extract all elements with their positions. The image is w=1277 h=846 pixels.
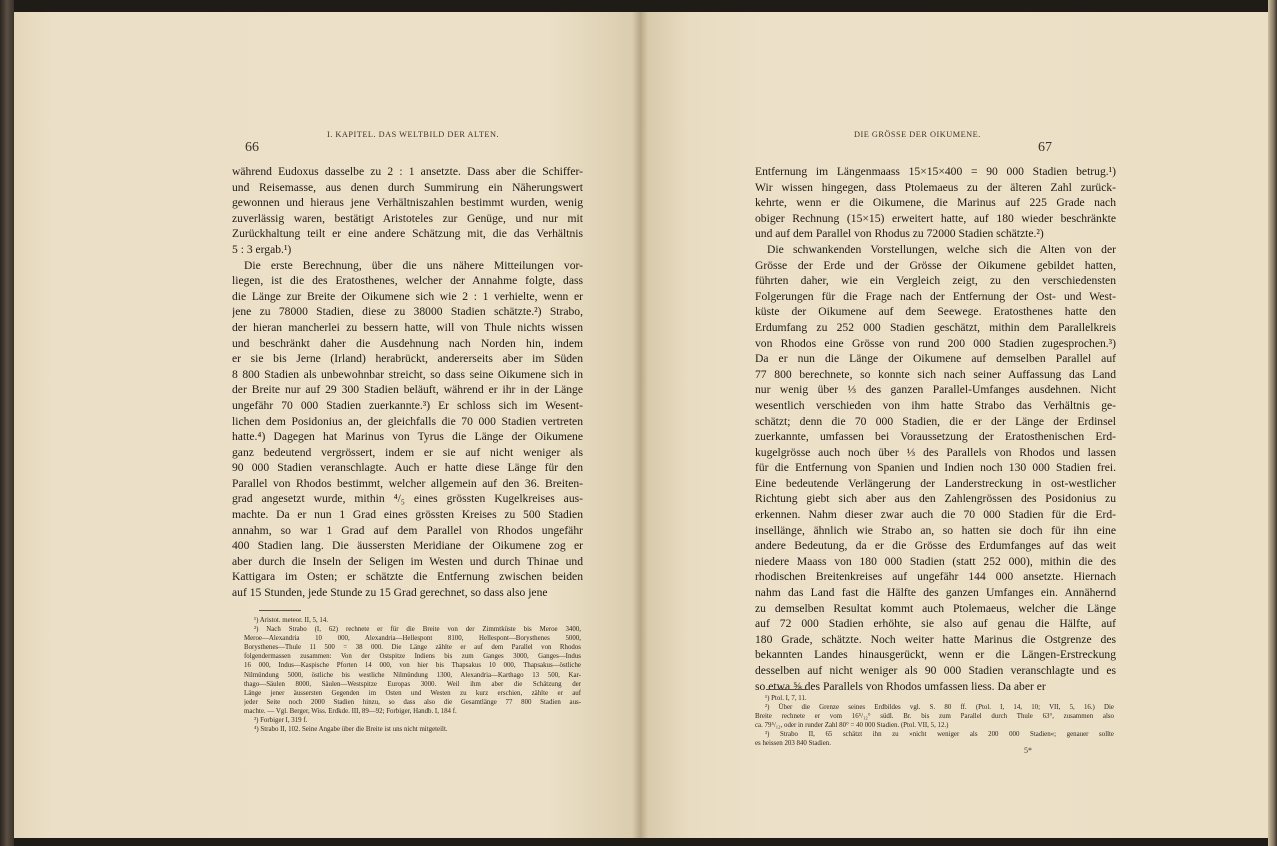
text-line: Erdumfang zu 252 000 Stadien geschätzt, mithin dem Parallelkreis: [755, 320, 1116, 334]
text-line: Eine bedeutende Verlängerung der Landerstreckung in ost-westlicher: [755, 476, 1116, 490]
footnote-line: Borysthenes—Thule 11 500 = 38 000. Die Länge zählte er auf dem Parallel von Rhodos: [244, 644, 581, 652]
footnote-line: Meroe—Alexandria 10 000, Alexandria—Hellespont 8100, Hellespont—Borysthenes 5000,: [244, 635, 581, 643]
footnote-line: ¹) Ptol. I, 7, 11.: [765, 695, 807, 702]
text-line: gewonnen und hieraus jene Verhältniszahlen bestimmt wurden, wenig: [232, 196, 583, 210]
text-line: Folgerungen für die Frage nach der Entfernung der Ost- und West-: [755, 289, 1116, 303]
right-page: [640, 12, 1268, 838]
text-line: annahm, so war 1 Grad auf dem Parallel von Rhodos ungefähr: [232, 523, 583, 537]
footnote-line: ²) Über die Grenze seines Erdbildes vgl. S. 80 ff. (Ptol. I, 14, 10; VII, 5, 16.) Die: [765, 704, 1114, 712]
text-line: bekannten Landes hinausgerückt, wenn er die Längen-Erstreckung: [755, 648, 1116, 662]
book-cover-edge-left: [0, 0, 14, 846]
footnote-line: ³) Forbiger I, 319 f.: [254, 717, 308, 725]
text-line: Da er nun die Länge der Oikumene auf demselben Parallel auf: [755, 352, 1116, 366]
left-page: [14, 12, 640, 838]
text-line: führten daher, wie ein Vergleich zeigt, zu den verschiedensten: [755, 274, 1116, 288]
text-line: schätzt; denn die 70 000 Stadien, die er der Länge der Erdinsel: [755, 414, 1116, 428]
text-line: ganz bedeutend vergrössert, indem er sie auf nicht weniger als: [232, 445, 583, 459]
text-line: er sie bis Jerne (Irland) herabrückt, andererseits aber im Süden: [232, 352, 583, 366]
text-line: die Länge zur Breite der Oikumene sich wie 2 : 1 verhielte, wenn er: [232, 289, 583, 303]
page-number: 67: [1038, 140, 1052, 155]
footnote-line: Breite rechnete er vom 16⁵/₁₂° südl. Br. bis zum Parallel durch Thule 63°, zusammen also: [755, 713, 1114, 721]
running-head: I. KAPITEL. DAS WELTBILD DER ALTEN.: [327, 130, 500, 139]
body-text: [755, 164, 1116, 694]
gutter-shadow: [632, 12, 648, 838]
footnote-line: Länge jener äussersten Gegenden im Osten und Westen zu kurz erschien, zählte er auf: [244, 689, 581, 697]
text-line: wesentlich verschieden von ihm hatte Strabo das Verhältnis ge-: [755, 398, 1116, 412]
running-head: DIE GRÖSSE DER OIKUMENE.: [854, 130, 981, 139]
text-line: rhodischen Breitenkreises auf ungefähr 144 000 ansetzte. Hiernach: [755, 570, 1116, 584]
text-line: ungefähr 70 000 Stadien zuerkannte.³) Er schloss sich im Wesent-: [232, 398, 583, 412]
text-line: desselben auf nicht weniger als 90 000 Stadien veranschlagte und es: [755, 664, 1116, 677]
text-line: Richtung giebt sich aber aus den Zahlengrössen des Posidonius zu: [755, 492, 1116, 506]
footnotes: [755, 694, 1114, 749]
text-line: nur wenig über ⅓ des ganzen Parallel-Umfanges ausdehnen. Nicht: [755, 383, 1116, 397]
footnote-line: ⁴) Strabo II, 102. Seine Angabe über die Breite ist uns nicht mitgeteilt.: [254, 726, 448, 734]
body-text: [232, 164, 583, 601]
text-line: liegen, ist die des Eratosthenes, welcher der Annahme folgte, dass: [232, 274, 583, 288]
text-line: auf 72 000 Stadien erhöhte, sie also auf genau die Hälfte, auf: [755, 617, 1116, 631]
text-line: obiger Rechnung (15×15) erweitert hatte, auf 180 wieder beschränkte: [755, 211, 1116, 225]
text-line: hatte.⁴) Dagegen hat Marinus von Tyrus die Länge der Oikumene: [232, 430, 583, 444]
text-line: zuerkannte, umfassen bei Voraussetzung der Eratosthenischen Erd-: [755, 430, 1116, 444]
text-line: grad angesetzt wurde, mithin ⁴/₅ eines grössten Kugelkreises aus-: [232, 492, 583, 506]
footnote-line: Nilmündung 5000, östliche bis westliche Nilmündung 1300, Alexandria—Karthago 13 500, Kar-: [244, 671, 581, 679]
text-line: zuverlässig waren, bestätigt Aristoteles zur Genüge, und nur mit: [232, 211, 583, 225]
text-line: Kattigara im Osten; er schätzte die Entfernung zwischen beiden: [232, 570, 583, 584]
text-line: für die Entfernung von Spanien und Indien noch 130 000 Stadien frei.: [755, 461, 1116, 475]
footnote-rule: [766, 689, 808, 690]
text-line: während Eudoxus dasselbe zu 2 : 1 ansetzte. Dass aber die Schiffer-: [232, 165, 583, 178]
text-line: von Rhodos eine Grösse von rund 200 000 Stadien zugesprochen.³): [755, 336, 1116, 350]
footnote-line: machte. — Vgl. Berger, Wiss. Erdkde. III, 89—92; Forbiger, Handb. I, 184 f.: [244, 707, 457, 715]
text-line: niedere Maass von 180 000 Stadien (statt 252 000), mithin die des: [755, 554, 1116, 568]
text-line: kugelgrösse auch noch über ⅓ des Parallels von Rhodos und lassen: [755, 445, 1116, 459]
text-line: kehrte, wenn er die Oikumene, die Marinus auf 225 Grade nach: [755, 196, 1116, 210]
text-line: und Reisemasse, aus denen durch Summirung ein Näherungswert: [232, 180, 583, 194]
text-line: auf 15 Stunden, jede Stunde zu 15 Grad gerechnet, so dass also jene: [232, 586, 548, 600]
footnote-line: thago—Säulen 8000, Säulen—Westspitze Europas 3000. Weil ihm aber die Schätzung der: [244, 680, 581, 688]
footnote-line: jeder Seite noch 2000 Stadien hinzu, so dass also die Gesamtlänge 77 800 Stadien aus-: [244, 698, 581, 706]
text-line: nahm das Land fast die Hälfte des ganzen Umfanges ein. Annähernd: [755, 586, 1116, 600]
text-line: Wir wissen hingegen, dass Ptolemaeus zu der älteren Zahl zurück-: [755, 180, 1116, 194]
text-line: so etwa ⅝ des Parallels von Rhodos umfassen liess. Da aber er: [755, 679, 1046, 693]
text-line: Grösse der Erde und der Grösse der Oikumene gebildet hatten,: [755, 258, 1116, 272]
text-line: und auf dem Parallel von Rhodus zu 72000 Stadien schätzte.²): [755, 227, 1044, 241]
text-line: 180 Grade, schätzte. Noch weiter hatte Marinus die Ostgrenze des: [755, 632, 1116, 646]
text-line: Zurückhaltung teilt er eine andere Schätzung mit, die das Verhältnis: [232, 227, 583, 241]
footnote-line: es heissen 203 840 Stadien.: [755, 740, 831, 748]
book-cover-edge-right: [1268, 0, 1277, 846]
footnote-line: 16 000, Indus—Kaspische Pforten 14 000, von hier bis Thapsakus 10 000, Thapsakus—östliche: [244, 662, 581, 670]
footnote-rule: [259, 610, 301, 611]
footnote-line: ¹) Aristot. meteor. II, 5, 14.: [254, 617, 329, 624]
text-line: Die schwankenden Vorstellungen, welche sich die Alten von der: [767, 242, 1116, 256]
text-line: andere Bedeutung, da er die Grösse des Erdumfanges auf das weit: [755, 539, 1116, 553]
text-line: aber durch die Inseln der Seligen im Westen und durch Thinae und: [232, 554, 583, 568]
page-number: 66: [245, 140, 259, 155]
text-line: der hieran mancherlei zu bessern hatte, will von Thule nichts wissen: [232, 320, 583, 334]
text-line: zu demselben Resultat kommt auch Ptolemaeus, welcher die Länge: [755, 601, 1116, 615]
text-line: 400 Stadien lang. Die äussersten Meridiane der Oikumene zog er: [232, 539, 583, 553]
text-line: Die erste Berechnung, über die uns nähere Mitteilungen vor-: [244, 258, 583, 272]
text-line: küste der Oikumene auf dem Seewege. Eratosthenes hatte den: [755, 305, 1116, 319]
text-line: 90 000 Stadien veranschlagte. Auch er hatte diese Länge für den: [232, 461, 583, 475]
text-line: Entfernung im Längenmaass 15×15×400 = 90 000 Stadien betrug.¹): [755, 165, 1116, 178]
text-line: 77 800 berechnete, so konnte sich nach seiner Auffassung das Land: [755, 367, 1116, 381]
text-line: erkennen. Nahm dieser zwar auch die 70 000 Stadien für die Erd-: [755, 508, 1116, 522]
footnotes: [244, 616, 581, 734]
signature-mark: 5*: [1024, 746, 1032, 755]
text-line: und beschränkt daher die Ausdehnung nach Norden hin, indem: [232, 336, 583, 350]
text-line: machte. Da er nun 1 Grad eines grössten Kreises zu 500 Stadien: [232, 508, 583, 522]
text-line: 5 : 3 ergab.¹): [232, 242, 292, 256]
footnote-line: folgendermassen zusammen: Von der Ostspitze Indiens bis zum Ganges 3000, Ganges—Indus: [244, 653, 581, 661]
text-line: der Breite nur auf 29 300 Stadien beläuft, während er ihr in der Länge: [232, 383, 583, 397]
text-line: insellänge, ähnlich wie Strabo an, so hatten sie doch für ihn eine: [755, 523, 1116, 537]
text-line: Parallel von Rhodos bestimmt, welcher allgemein auf den 36. Breiten-: [232, 476, 583, 490]
text-line: 8 800 Stadien als unbewohnbar streicht, so dass seine Oikumene sich in: [232, 367, 583, 381]
footnote-line: ³) Strabo II, 65 schätzt ihn zu »nicht weniger als 200 000 Stadien«; genauer sollte: [765, 731, 1114, 739]
footnote-line: ²) Nach Strabo (I, 62) rechnete er für die Breite von der Zimmtküste bis Meroe 3400,: [254, 626, 581, 634]
text-line: jene zu 78000 Stadien, diese zu 38000 Stadien schätzte.²) Strabo,: [232, 305, 583, 319]
footnote-line: ca. 79⁵/₁₂, oder in runder Zahl 80° = 40 000 Stadien. (Ptol. VII, 5, 12.): [755, 722, 949, 730]
text-line: lichen dem Posidonius an, der gleichfalls die 70 000 Stadien vertreten: [232, 414, 583, 428]
